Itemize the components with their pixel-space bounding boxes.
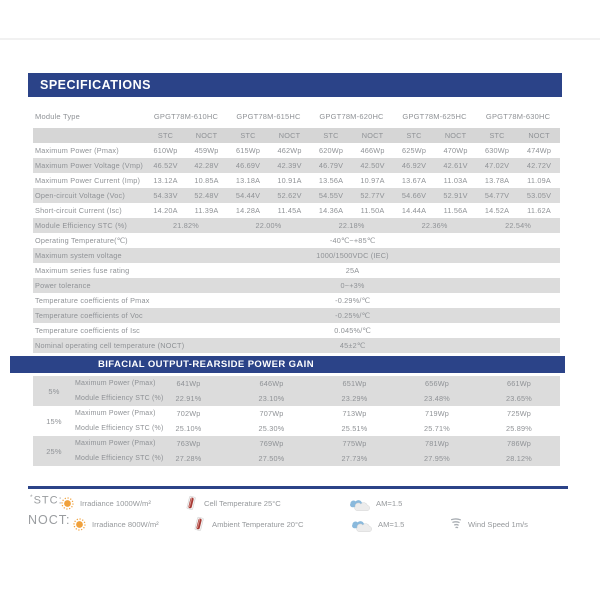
value-cell: 52.77V <box>360 191 385 200</box>
value-cell: 22.18% <box>338 221 365 230</box>
noct-legend-label <box>28 513 71 527</box>
value-cell: 22.91% <box>175 394 202 403</box>
row-label: Maximum Power Voltage (Vmp) <box>35 161 143 170</box>
cond-header: NOCT <box>195 131 218 140</box>
value-cell: -0.25%/℃ <box>335 311 371 320</box>
value-cell: 53.05V <box>526 191 552 200</box>
spec-row-fuse-rating <box>33 263 560 278</box>
legend-text: AM=1.5 <box>376 498 403 508</box>
value-cell: 10.85A <box>194 176 219 185</box>
specifications-table <box>33 104 560 353</box>
value-cell: 656Wp <box>424 379 450 388</box>
value-cell: 13.12A <box>153 176 178 185</box>
legend-item-noct-am <box>347 515 404 533</box>
row-label: Temperature coefficients of Pmax <box>35 296 150 305</box>
value-cell: 42.39V <box>277 161 302 170</box>
value-cell: -40℃~+85℃ <box>329 236 376 245</box>
row-label: Nominal operating cell temperature (NOCT) <box>35 341 185 350</box>
value-cell: 474Wp <box>527 146 552 155</box>
cloud-icon <box>345 495 371 512</box>
value-cell: 22.00% <box>255 221 282 230</box>
bifacial-row <box>33 406 560 421</box>
row-label: Operating Temperature(℃) <box>35 236 128 245</box>
bifacial-gain-block-25 <box>33 436 560 466</box>
value-cell: 713Wp <box>342 409 367 418</box>
value-cell: 52.48V <box>194 191 219 200</box>
cond-header: STC <box>489 131 505 140</box>
value-cell: 0~+3% <box>340 281 365 290</box>
row-label: Power tolerance <box>35 281 91 290</box>
legend-text: Ambient Temperature 20°C <box>212 519 304 529</box>
legend-text: Irradiance 1000W/m² <box>80 498 151 508</box>
cond-header: NOCT <box>361 131 384 140</box>
spec-row-coeff-pmax <box>33 293 560 308</box>
value-cell: 13.18A <box>235 176 261 185</box>
value-cell: 54.77V <box>484 191 510 200</box>
cond-header: STC <box>323 131 339 140</box>
spec-row-coeff-voc <box>33 308 560 323</box>
value-cell: 763Wp <box>176 439 201 448</box>
bifacial-row <box>33 421 560 436</box>
condition-header-row <box>33 128 560 143</box>
value-cell: 46.79V <box>318 161 344 170</box>
spec-row-isc <box>33 203 560 218</box>
value-cell: 54.44V <box>235 191 261 200</box>
spec-row-power-tolerance <box>33 278 560 293</box>
gain-label: 5% <box>48 386 60 396</box>
value-cell: 702Wp <box>176 409 201 418</box>
thermometer-icon <box>184 495 199 511</box>
row-label: Short-circuit Current (Isc) <box>35 206 122 215</box>
module-name: GPGT78M-610HC <box>153 111 219 121</box>
bifacial-row <box>33 451 560 466</box>
value-cell: 14.52A <box>484 206 510 215</box>
cond-header: STC <box>240 131 256 140</box>
value-cell: 769Wp <box>259 439 284 448</box>
value-cell: 470Wp <box>443 146 468 155</box>
value-cell: 27.95% <box>424 454 450 463</box>
stc-label-text: STC: <box>33 494 63 507</box>
module-name: GPGT78M-615HC <box>236 111 301 121</box>
sub-label: Maximum Power (Pmax) <box>75 380 156 387</box>
cond-header: STC <box>157 131 174 140</box>
spec-row-imp <box>33 173 560 188</box>
value-cell: 54.33V <box>153 191 178 200</box>
value-cell: 27.50% <box>258 454 285 463</box>
module-name: GPGT78M-620HC <box>319 111 384 121</box>
sun-icon <box>72 517 87 532</box>
value-cell: 23.48% <box>424 394 450 403</box>
bifacial-gain-block-5 <box>33 376 560 406</box>
value-cell: 0.045%/℃ <box>334 326 371 335</box>
value-cell: 459Wp <box>194 146 219 155</box>
legend-item-stc-am <box>345 494 402 512</box>
bifacial-title: BIFACIAL OUTPUT-REARSIDE POWER GAIN <box>98 359 314 370</box>
legend-item-noct-wind <box>449 515 528 533</box>
value-cell: 25.89% <box>506 424 532 433</box>
value-cell: 23.10% <box>258 394 285 403</box>
gain-label: 15% <box>46 416 62 426</box>
module-type-label: Module Type <box>35 111 81 121</box>
value-cell: 13.78A <box>484 176 510 185</box>
sub-label: Maximum Power (Pmax) <box>75 440 156 447</box>
sub-label: Module Efficiency STC (%) <box>75 455 164 462</box>
value-cell: 781Wp <box>424 439 450 448</box>
legend-item-noct-ambient-temp <box>192 515 304 533</box>
row-label: Open-circuit Voltage (Voc) <box>35 191 125 200</box>
row-label: Module Efficiency STC (%) <box>35 221 128 230</box>
row-label: Temperature coefficients of Isc <box>35 326 141 335</box>
spec-row-efficiency <box>33 218 560 233</box>
value-cell: 466Wp <box>360 146 385 155</box>
wind-icon <box>449 517 463 531</box>
legend-item-noct-irradiance <box>72 515 159 533</box>
empty-cell <box>33 128 145 143</box>
value-cell: 10.91A <box>277 176 302 185</box>
specifications-header-bar <box>28 73 562 97</box>
value-cell: 52.91V <box>443 191 468 200</box>
value-cell: 54.55V <box>318 191 344 200</box>
module-name: GPGT78M-625HC <box>402 111 467 121</box>
row-label: Maximum Power (Pmax) <box>35 146 119 155</box>
cond-header: STC <box>406 131 422 140</box>
value-cell: 28.12% <box>506 454 532 463</box>
bifacial-header-bar <box>10 356 565 373</box>
value-cell: 641Wp <box>176 379 201 388</box>
value-cell: 42.61V <box>443 161 468 170</box>
sub-label: Maximum Power (Pmax) <box>75 410 156 417</box>
legend-item-stc-cell-temp <box>184 494 281 512</box>
bifacial-row <box>33 436 560 451</box>
spec-row-vmp <box>33 158 560 173</box>
stc-footnote-star: * <box>30 494 34 501</box>
cond-header: NOCT <box>278 131 301 140</box>
stc-legend-label <box>30 494 63 507</box>
value-cell: 10.97A <box>360 176 385 185</box>
value-cell: 11.09A <box>527 176 551 185</box>
bifacial-gain-block-15 <box>33 406 560 436</box>
value-cell: 14.28A <box>235 206 261 215</box>
value-cell: 13.67A <box>401 176 427 185</box>
module-type-row <box>33 104 560 128</box>
value-cell: 725Wp <box>506 409 532 418</box>
value-cell: 14.36A <box>318 206 344 215</box>
value-cell: 25.51% <box>341 424 368 433</box>
spec-row-pmax <box>33 143 560 158</box>
noct-label-text: NOCT: <box>28 513 71 527</box>
spec-row-voc <box>33 188 560 203</box>
row-label: Maximum Power Current (Imp) <box>35 176 141 185</box>
value-cell: 25.30% <box>258 424 285 433</box>
value-cell: 27.73% <box>341 454 368 463</box>
value-cell: 646Wp <box>259 379 284 388</box>
value-cell: 25.10% <box>175 424 202 433</box>
value-cell: 625Wp <box>401 146 427 155</box>
value-cell: 462Wp <box>277 146 302 155</box>
value-cell: 620Wp <box>318 146 344 155</box>
value-cell: 45±2℃ <box>339 341 366 350</box>
spec-row-coeff-isc <box>33 323 560 338</box>
top-divider <box>0 38 600 40</box>
value-cell: 14.44A <box>401 206 427 215</box>
value-cell: 52.62V <box>277 191 302 200</box>
spec-row-operating-temp <box>33 233 560 248</box>
legend-divider <box>28 486 568 489</box>
value-cell: 11.62A <box>527 206 551 215</box>
bifacial-row <box>33 391 560 406</box>
value-cell: 707Wp <box>259 409 284 418</box>
cloud-icon <box>347 516 373 533</box>
value-cell: 610Wp <box>153 146 178 155</box>
gain-label: 25% <box>46 446 62 456</box>
value-cell: 21.82% <box>173 221 199 230</box>
value-cell: 22.54% <box>505 221 532 230</box>
value-cell: 615Wp <box>235 146 261 155</box>
bifacial-table <box>33 376 560 466</box>
value-cell: 25.71% <box>424 424 450 433</box>
value-cell: 27.28% <box>175 454 202 463</box>
cond-header: NOCT <box>444 131 467 140</box>
legend-text: Cell Temperature 25°C <box>204 498 281 508</box>
cond-header: NOCT <box>528 131 550 140</box>
sun-icon <box>60 496 75 511</box>
value-cell: 786Wp <box>506 439 532 448</box>
value-cell: 42.50V <box>360 161 385 170</box>
value-cell: 651Wp <box>342 379 367 388</box>
value-cell: 775Wp <box>342 439 367 448</box>
value-cell: 630Wp <box>485 146 510 155</box>
value-cell: 14.20A <box>153 206 178 215</box>
legend-text: Wind Speed 1m/s <box>468 519 528 529</box>
module-name: GPGT78M-630HC <box>485 111 551 121</box>
value-cell: -0.29%/℃ <box>335 296 371 305</box>
value-cell: 54.66V <box>401 191 427 200</box>
value-cell: 11.03A <box>443 176 468 185</box>
value-cell: 23.29% <box>341 394 368 403</box>
value-cell: 46.52V <box>153 161 178 170</box>
value-cell: 22.36% <box>421 221 448 230</box>
value-cell: 1000/1500VDC (IEC) <box>316 251 389 260</box>
value-cell: 11.56A <box>443 206 468 215</box>
legend-text: Irradiance 800W/m² <box>92 519 159 529</box>
value-cell: 46.69V <box>235 161 261 170</box>
legend-text: AM=1.5 <box>378 519 405 529</box>
value-cell: 42.28V <box>194 161 219 170</box>
row-label: Maximum series fuse rating <box>35 266 130 275</box>
spec-row-noct <box>33 338 560 353</box>
value-cell: 47.02V <box>484 161 510 170</box>
bifacial-row <box>33 376 560 391</box>
value-cell: 11.50A <box>360 206 385 215</box>
thermometer-icon <box>192 516 207 532</box>
spec-row-system-voltage <box>33 248 560 263</box>
value-cell: 719Wp <box>424 409 450 418</box>
row-label: Temperature coefficients of Voc <box>35 311 143 320</box>
value-cell: 46.92V <box>401 161 427 170</box>
value-cell: 13.56A <box>318 176 344 185</box>
legend-item-stc-irradiance <box>60 494 151 512</box>
value-cell: 661Wp <box>506 379 532 388</box>
value-cell: 11.39A <box>194 206 219 215</box>
value-cell: 11.45A <box>277 206 302 215</box>
sub-label: Module Efficiency STC (%) <box>75 395 164 402</box>
sub-label: Module Efficiency STC (%) <box>75 425 164 432</box>
value-cell: 25A <box>345 266 360 275</box>
value-cell: 23.65% <box>506 394 532 403</box>
specifications-title: SPECIFICATIONS <box>40 78 151 92</box>
row-label: Maximum system voltage <box>35 251 122 260</box>
value-cell: 42.72V <box>526 161 552 170</box>
